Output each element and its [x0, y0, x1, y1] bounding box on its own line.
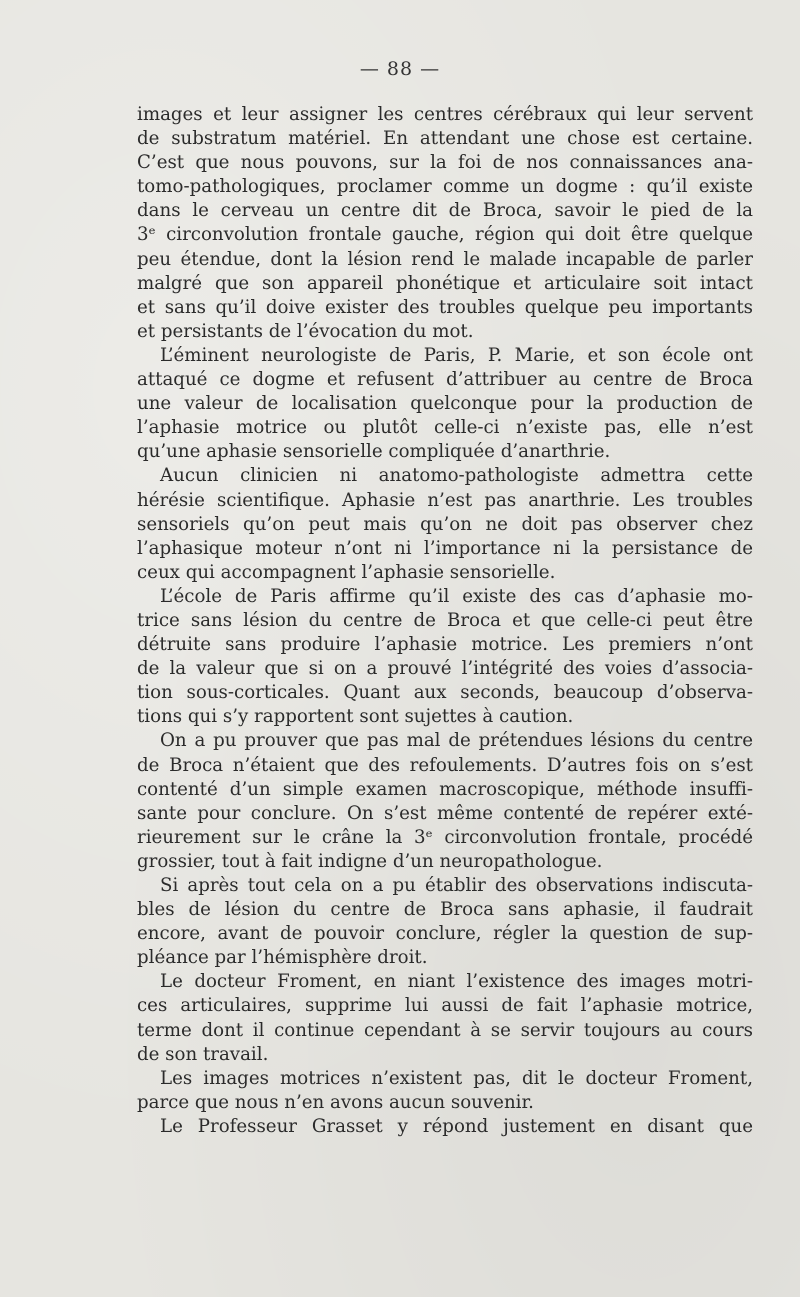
- text-line: et sans qu’il doive exister des troubles quelque peu importants: [137, 296, 753, 318]
- text-line: 3ᵉ circonvolution frontale gauche, région qui doit être quelque: [137, 224, 753, 246]
- text-line: qu’une aphasie sensorielle compliquée d’anarthrie.: [137, 441, 611, 463]
- text-line: images et leur assigner les centres cérébraux qui leur servent: [137, 104, 753, 125]
- text-line: de Broca n’étaient que des refoulements. D’autres fois on s’est: [137, 754, 753, 776]
- text-line: et persistants de l’évocation du mot.: [137, 320, 474, 342]
- text-line: contenté d’un simple examen macroscopique, méthode insuffi-: [137, 778, 753, 800]
- text-line: bles de lésion du centre de Broca sans aphasie, il faudrait: [137, 899, 753, 921]
- text-line: l’aphasie motrice ou plutôt celle-ci n’existe pas, elle n’est: [137, 417, 753, 439]
- text-line: rieurement sur le crâne la 3ᵉ circonvolution frontale, procédé: [137, 826, 753, 848]
- text-line: de la valeur que si on a prouvé l’intégrité des voies d’associa-: [137, 658, 753, 680]
- text-line: tion sous-corticales. Quant aux seconds, beaucoup d’observa-: [137, 682, 753, 704]
- text-line: sante pour conclure. On s’est même contenté de repérer exté-: [137, 802, 753, 824]
- text-line: C’est que nous pouvons, sur la foi de nos connaissances ana-: [137, 152, 753, 174]
- text-line: Les images motrices n’existent pas, dit le docteur Froment,: [160, 1067, 753, 1089]
- text-line: Aucun clinicien ni anatomo-pathologiste admettra cette: [160, 465, 753, 487]
- text-line: pléance par l’hémisphère droit.: [137, 947, 428, 969]
- text-line: malgré que son appareil phonétique et articulaire soit intact: [137, 272, 753, 294]
- text-line: terme dont il continue cependant à se servir toujours au cours: [137, 1019, 753, 1041]
- text-line: hérésie scientifique. Aphasie n’est pas anarthrie. Les troubles: [137, 489, 753, 511]
- text-line: ceux qui accompagnent l’aphasie sensorielle.: [137, 561, 556, 583]
- text-line: l’aphasique moteur n’ont ni l’importance ni la persistance de: [137, 537, 753, 559]
- text-line: L’école de Paris affirme qu’il existe des cas d’aphasie mo-: [160, 585, 753, 607]
- text-line: tions qui s’y rapportent sont sujettes à caution.: [137, 706, 574, 728]
- text-line: dans le cerveau un centre dit de Broca, savoir le pied de la: [137, 200, 753, 222]
- text-line: ces articulaires, supprime lui aussi de fait l’aphasie motrice,: [137, 995, 753, 1017]
- text-line: Le Professeur Grasset y répond justement en disant que: [160, 1115, 753, 1137]
- text-line: de substratum matériel. En attendant une chose est certaine.: [137, 128, 753, 150]
- text-line: détruite sans produire l’aphasie motrice. Les premiers n’ont: [137, 634, 753, 656]
- text-line: attaqué ce dogme et refusent d’attribuer au centre de Broca: [137, 369, 753, 391]
- body-text: [137, 103, 753, 1139]
- text-line: Le docteur Froment, en niant l’existence des images motri-: [160, 971, 753, 993]
- text-line: L’éminent neurologiste de Paris, P. Marie, et son école ont: [160, 344, 753, 366]
- text-line: peu étendue, dont la lésion rend le malade incapable de parler: [137, 248, 753, 270]
- page-number: — 88 —: [359, 58, 441, 80]
- text-line: sensoriels qu’on peut mais qu’on ne doit pas observer chez: [137, 513, 753, 535]
- text-line: trice sans lésion du centre de Broca et que celle-ci peut être: [137, 609, 753, 631]
- text-line: tomo-pathologiques, proclamer comme un dogme : qu’il existe: [137, 176, 753, 198]
- text-line: On a pu prouver que pas mal de prétendues lésions du centre: [160, 730, 753, 752]
- text-line: Si après tout cela on a pu établir des observations indiscuta-: [160, 875, 753, 896]
- text-line: grossier, tout à fait indigne d’un neuropathologue.: [137, 850, 603, 872]
- text-line: de son travail.: [137, 1043, 269, 1065]
- text-line: une valeur de localisation quelconque pour la production de: [137, 393, 753, 415]
- text-line: parce que nous n’en avons aucun souvenir.: [137, 1091, 534, 1113]
- text-line: encore, avant de pouvoir conclure, régler la question de sup-: [137, 923, 753, 945]
